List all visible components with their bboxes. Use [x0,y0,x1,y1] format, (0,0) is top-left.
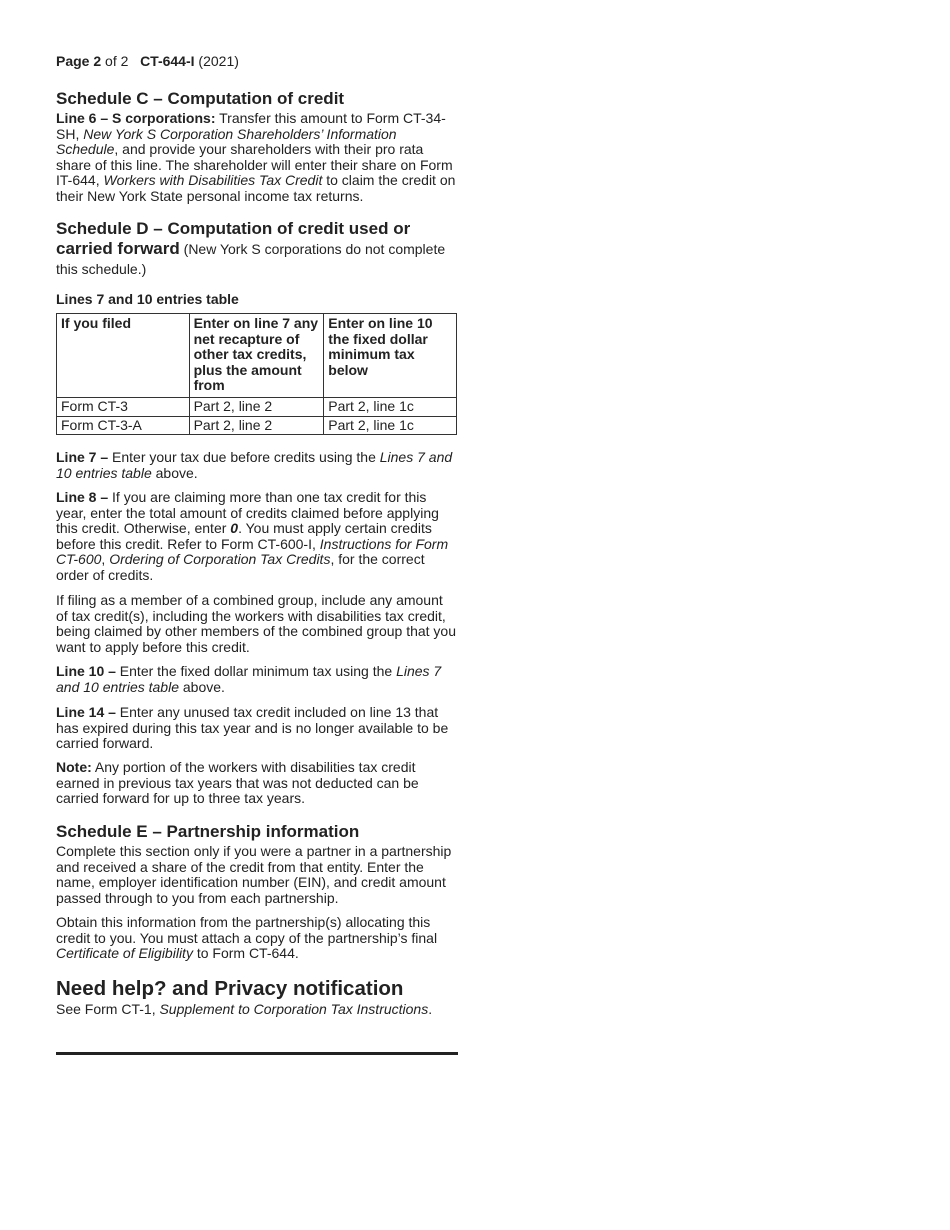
table-header-cell: Enter on line 7 any net recapture of other tax credits, plus the amount from [189,314,324,398]
table-title: Lines 7 and 10 entries table [56,291,239,307]
line7-block [56,450,458,481]
schedule-e-title: Schedule E – Partnership information [56,822,360,841]
schedule-d-note: (New York S corporations do not complete this schedule.) [56,240,446,277]
table-cell: Part 2, line 2 [189,416,324,435]
help-title: Need help? and Privacy notification [56,977,404,1000]
entries-table-block [56,291,458,435]
table-row [57,397,457,416]
line7-paragraph: Line 7 – Enter your tax due before credits using the Lines 7 and 10 entries table above. [56,449,453,481]
schedule-e-section [56,822,458,906]
help-paragraph: See Form CT-1, Supplement to Corporation Tax Instructions. [56,1001,433,1017]
note-block [56,760,458,807]
table-cell: Part 2, line 2 [189,397,324,416]
table-header-cell: If you filed [57,314,190,398]
entries-table [56,313,457,435]
page-header [56,53,239,69]
table-row [57,416,457,435]
help-section [56,977,458,1018]
line8-block [56,490,458,584]
schedule-e-paragraph-1: Complete this section only if you were a partner in a partnership and received a share of the credit from that entity. Enter the name, employer identification number (EIN), and credit amount passed through to you from each partnership. [56,843,452,906]
combined-group-paragraph: If filing as a member of a combined group, include any amount of tax credit(s), including the workers with disabilities tax credit, being claimed by other members of the combined group that you want to apply before this credit. [56,592,457,655]
table-header-row [57,314,457,398]
line10-block [56,664,458,695]
line14-block [56,705,458,752]
bottom-rule-divider [56,1052,458,1055]
table-cell: Part 2, line 1c [324,397,457,416]
form-id: CT-644-I [140,53,195,69]
table-header-cell: Enter on line 10 the fixed dollar minimum tax below [324,314,457,398]
table-cell: Form CT-3-A [57,416,190,435]
schedule-d-section [56,219,458,280]
note-paragraph: Note: Any portion of the workers with disabilities tax credit earned in previous tax years that was not deducted can be carried forward for up to three tax years. [56,759,419,807]
form-year: (2021) [198,53,239,69]
page-label: Page 2 [56,53,102,69]
schedule-e-paragraph-2: Obtain this information from the partnership(s) allocating this credit to you. You must attach a copy of the partnership’s final Certificate of Eligibility to Form CT-644. [56,914,438,962]
line14-paragraph: Line 14 – Enter any unused tax credit included on line 13 that has expired during this tax year and is no longer available to be carried forward. [56,704,449,752]
page-of-label: of 2 [105,53,129,69]
schedule-c-title: Schedule C – Computation of credit [56,89,345,108]
line6-paragraph: Line 6 – S corporations: Transfer this amount to Form CT-34-SH, New York S Corporation Shareholders’ Information Schedule, and provide your shareholders with their pro rata share of this line. The shareholder will enter their share on Form IT-644, Workers with Disabilities Tax Credit to claim the credit on their New York State personal income tax returns. [56,110,456,204]
schedule-c-section [56,89,458,205]
table-cell: Form CT-3 [57,397,190,416]
schedule-e-block-2 [56,915,458,962]
combined-group-block [56,593,458,655]
table-cell: Part 2, line 1c [324,416,457,435]
line8-paragraph: Line 8 – If you are claiming more than one tax credit for this year, enter the total amount of credits claimed before applying this credit. Otherwise, enter 0. You must apply certain credits before this credit. Refer to Form CT-600-I, Instructions for Form CT-600, Ordering of Corporation Tax Credits, for the correct order of credits. [56,489,449,583]
schedule-d-title: Schedule D – Computation of credit used or carried forward (New York S corporations do not complete this schedule.) [56,219,446,277]
line10-paragraph: Line 10 – Enter the fixed dollar minimum tax using the Lines 7 and 10 entries table above. [56,663,442,695]
